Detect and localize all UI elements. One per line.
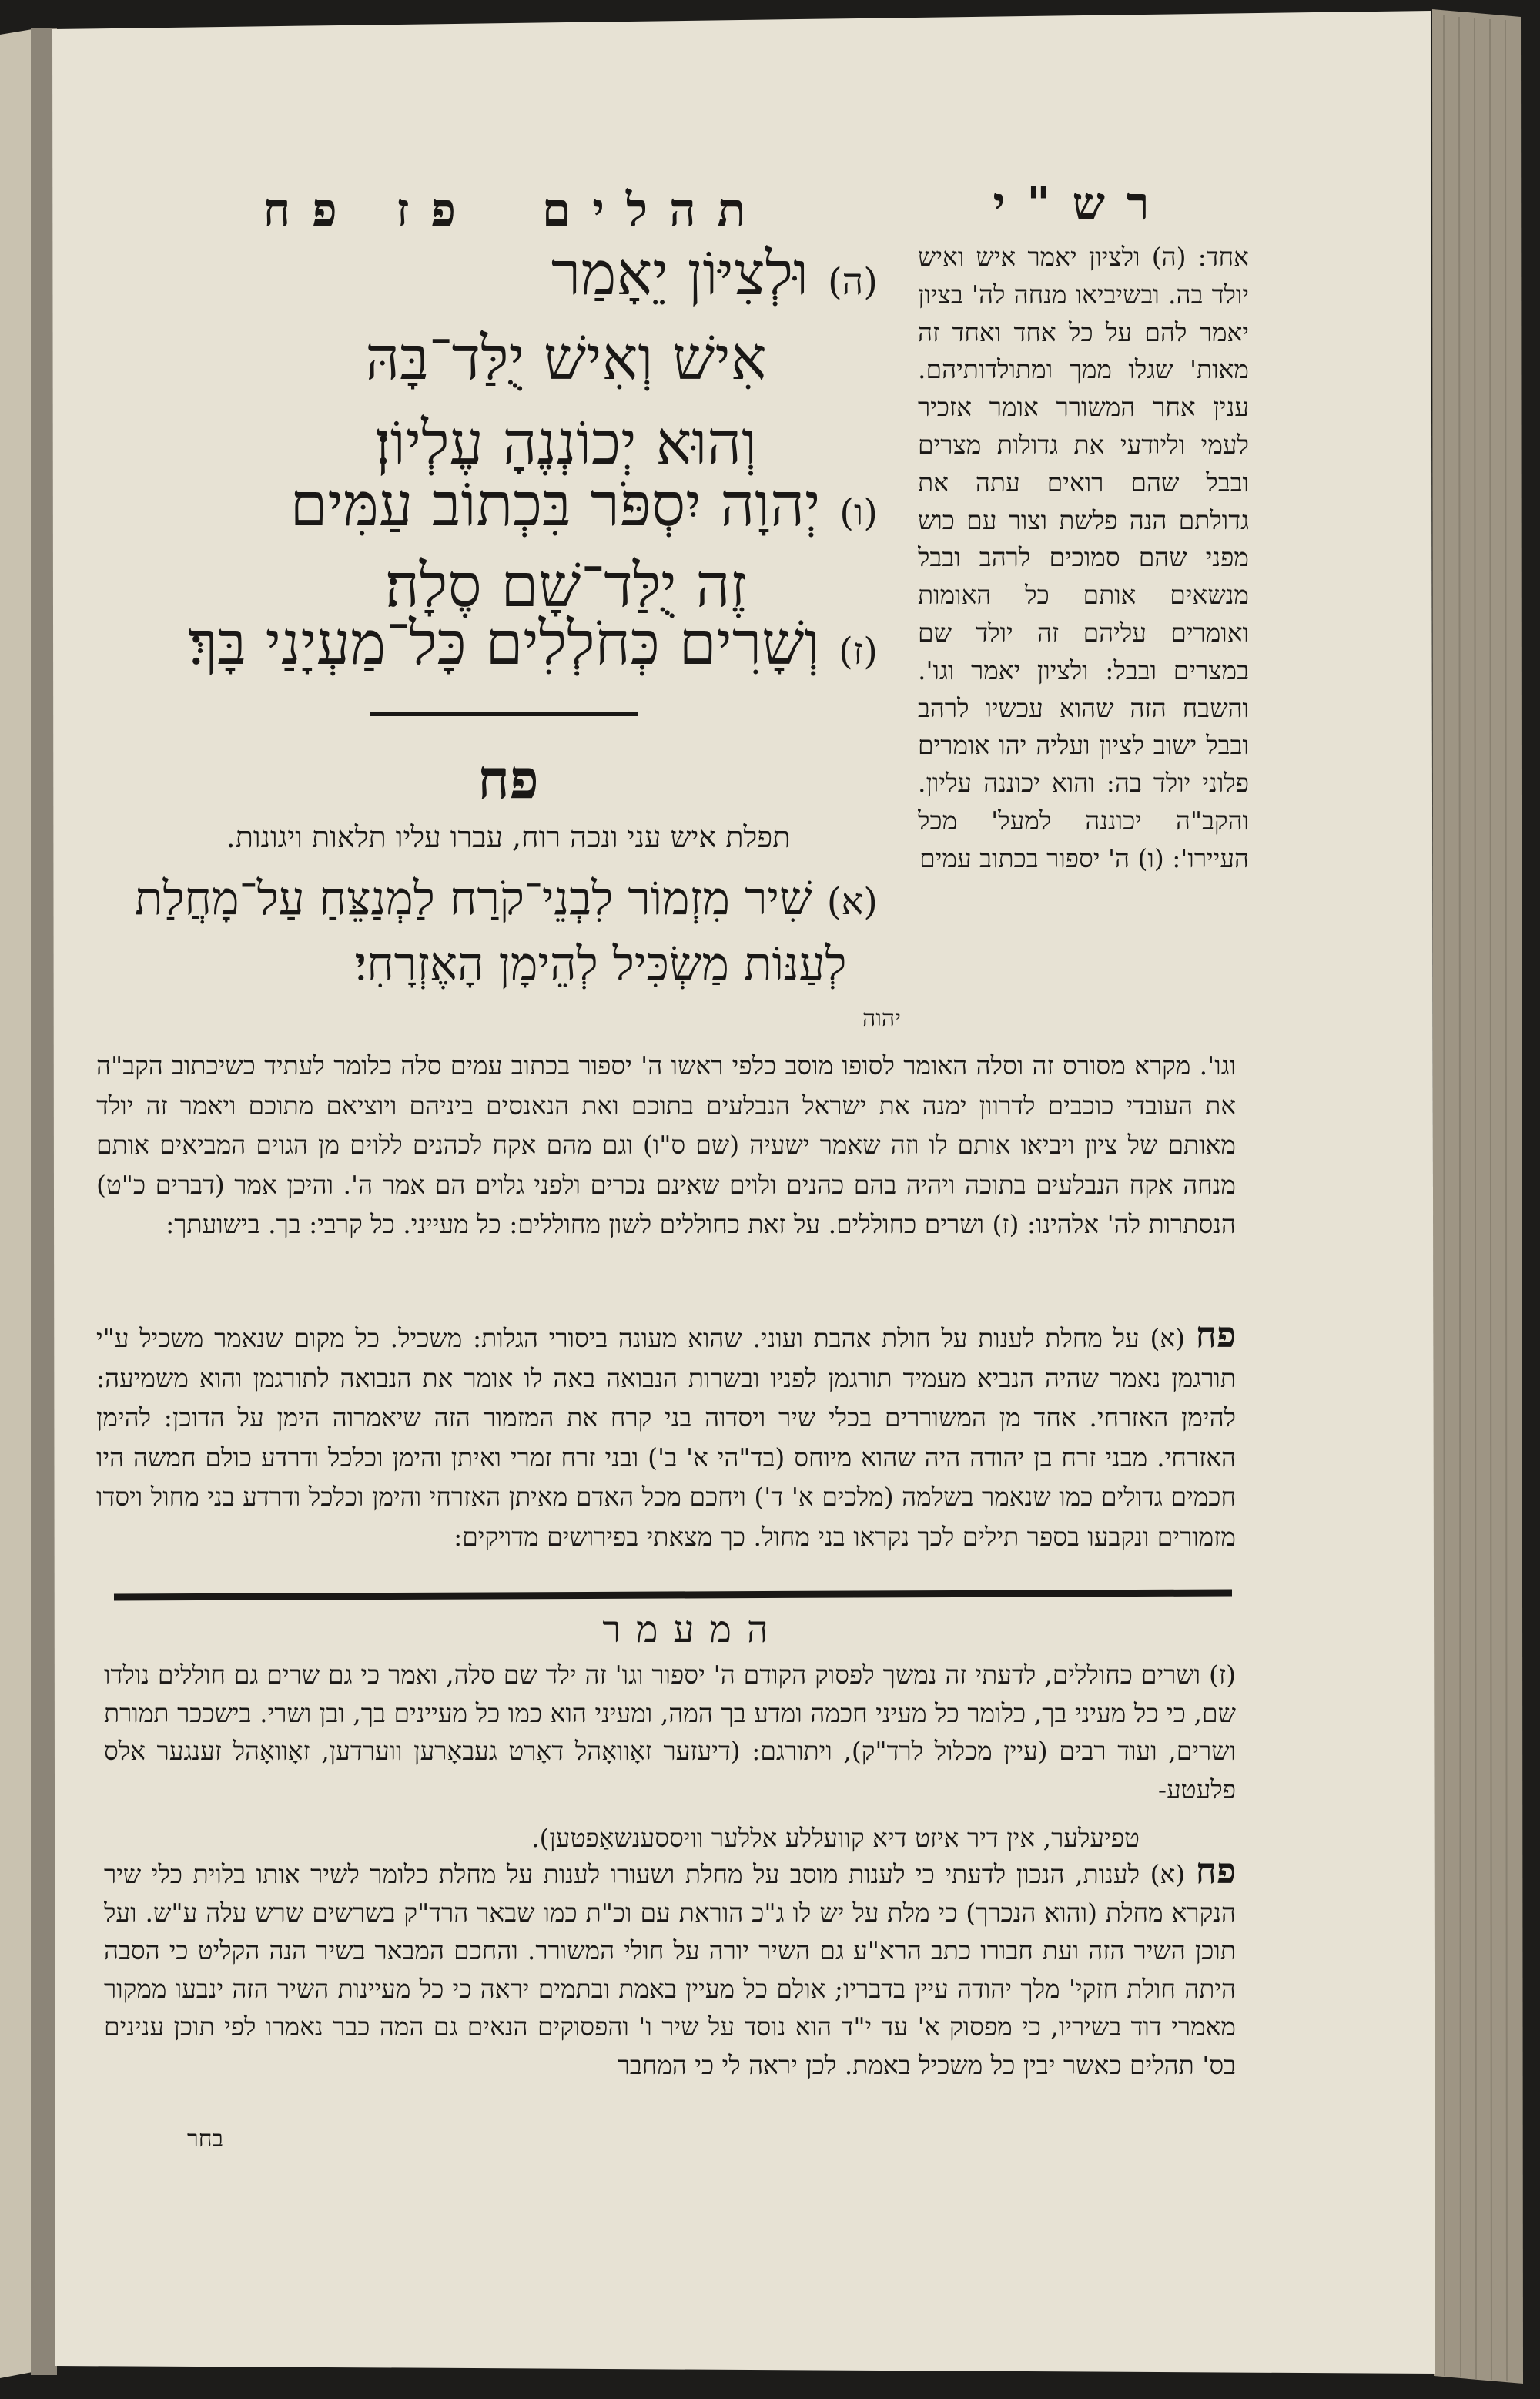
page-catchword: בחר [187, 2126, 223, 2153]
rashi-full-width: וגו'. מקרא מסורס זה וסלה האומר לסופו מוסב כלפי ראשו ה' יספור בכתוב עמים סלה כלומר לעתיד כשיכתוב הקב"ה את העובדי כוכבים לדרוון ימנה את ישראל הנבלעים בתוכם ואת הנאנסים ביניהם ויוציאם מתוכם ויאמר זה יולד מאותם של ציון ויביאו אותם לו וזה שאמר ישעיה (שם ס"ו) וגם מהם אקח לכהנים ללוים מן הגוים המביאים אותם מנחה אקח הנבלעים בתוכה ויהיה בהם כהנים ולוים שאינם נכרים ולפני גלוים הם אמר ה'. והיכן אמר (דברים כ"ט) הנסתרות לה' אלהינו: (ז) ושרים כחוללים. על זאת כחוללים לשון מחוללים: כל מעייני. כל קרבי: בך. בישועתך: [96, 1050, 1236, 1239]
psalm87-verse5-line1 [477, 231, 878, 325]
verse-number: (ו) [839, 491, 878, 534]
hameamer-psalm87-end: טפיעלער, אין דיר איזט דיא קוועללע אללער וויססענשאַפטען). [531, 1823, 1140, 1853]
verse-number: (א) [826, 880, 878, 923]
rashi-psalm88 [96, 1315, 1236, 1593]
psalm88-verse1-line1 [85, 866, 878, 934]
verse-text: וּלְצִיּוֹן יֵאָמַר [551, 240, 809, 309]
left-facing-page [0, 29, 32, 2378]
verse-number: (ז) [839, 630, 878, 673]
hameamer-title: המעמר [602, 1608, 784, 1651]
psalm88-verse1-line2: לְעַנּוֹת מַשְׂכִּיל לְהֵימָן הָאֶזְרָחִי׃ [354, 937, 847, 991]
hameamer-psalm88 [104, 1852, 1236, 2122]
chapter-numbers: פז פח [263, 183, 477, 237]
psalm87-verse7-line1 [77, 601, 878, 695]
verse-number: (ה) [827, 260, 878, 303]
page-edges [1432, 9, 1523, 2384]
commentary-title: רש"י [993, 177, 1171, 231]
psalm87-verse5-line3: וְהוּא יְכוֹנְנֶהָ עֶלְיוֹן׃ [374, 409, 758, 478]
psalm88-summary: תפלת איש עני ונכה רוח, עברו עליו תלאות ויגונות. [226, 820, 791, 854]
verse-text: וְשָׁרִים כְּחֹלְלִים כָּל־מַעְיָנַי בָּךְ׃ [187, 609, 820, 678]
psalm87-verse5-line2: אִישׁ וְאִישׁ יֻלַּד־בָּהּ [365, 324, 767, 394]
psalm87-verse6-line2: זֶה יֻלַּד־שָׁם סֶלָה׃ [384, 551, 748, 621]
rashi-column: אחד: (ה) ולציון יאמר איש ואיש יולד בה. ובשיביאו מנחה לה' בציון יאמר להם על כל אחד ואחד זה מאות' שגלו ממך ומתולדותיהם. ענין אחר המשורר אומר אזכיר לעמי וליודעי את גדולות מצרים ובבל שהם רואים עתה את גדולתם הנה פלשת וצור עם כוש מפני שהם סמוכים לרהב ובבל מנשאים אותם כל האומות ואומרים עליהם זה יולד שם במצרים ובבל: ולציון יאמר וגו'. והשבח הזה שהוא עכשיו לרהב ובבל ישוב לציון ועליה יהו אומרים פלוני יולד בה: והוא יכוננה עליון. והקב"ה יכוננה למעל' מכל העיירו': (ו) ה' יספור בכתוב עמים [918, 242, 1249, 873]
book-title: תהלים [541, 183, 768, 237]
hameamer-psalm88-text: (א) לענות, הנכון לדעתי כי לענות מוסב על מחלת ושעורו לענות על מחלת כלומר לשיר אותו בלוית כלי שיר הנקרא מחלת (והוא הנכרך) כי מלת על יש לו ג"כ הוראת עם וכ"ת כמו שבאר הרד"ק בשרשים שרש עלה ע"ש. ועל תוכן השיר הזה ועת חבורו כתב הרא"ע גם השיר יורה על חולי המשורר. והחכם המבאר בשיר הנה הקליט כי הסבה היתה חולת חזקי' מלך יהודה עיין בדבריו; אולם כל מעיין באמת ובתמים יראה כי כל מעיינות השיר הזה ינבעו ממקור מאמרי דוד בשיריו, כי מפסוק א' עד י"ד הוא נוסד על שיר ו' והפסוקים הנאים גם המה כבר נאמרו לפי תוכן ענינים בס' תהלים כאשר יבין כל משכיל באמת. לכן יראה לי כי המחבר [104, 1859, 1236, 2080]
verse-text: יְהוָה יִסְפֹּר בִּכְתוֹב עַמִּים [290, 471, 821, 540]
psalm88-catchword: יהוה [862, 1005, 901, 1032]
hameamer-psalm87: (ז) ושרים כחוללים, לדעתי זה נמשך לפסוק הקודם ה' יספור וגו' זה ילד שם סלה, ואמר כי גם שרים גם חוללים נולדו שם, כי כל מעיני בך, כלומר כל מעיני חכמה ומדע בך המה, ומעיני הוא כמו כל מעיינים בך, ובן ושרי. בישככר תמורת ושרים, ועוד רבים (עיין מכלול לרד"ק), ויתורגם: (דיעזער זאָוואָהל דאָרט געבאָרען ווערדען, זאָוואָהל זענגער אלס פלעטע- [104, 1660, 1236, 1804]
rashi-psalm88-text: (א) על מחלת לענות על חולת אהבת ועוני. שהוא מעונה ביסורי הגלות: משכיל. כל מקום שנאמר משכיל ע"י תורגמן נאמר שהיה הנביא מעמיד תורגמן לפניו ובשרות הנבואה באה לו אומר את הנבואה לתורגמן והוא משמיעה: להימן האזרחי. אחד מן המשוררים בכלי שיר ויסדוה בני קרח את המזמור הזה שיאמרוה הימן על הדוכן: להימן האזרחי. מבני זרח בן יהודה היה שהוא מיוחס (בד"הי א' ב') ובני זרח זמרי ואיתן והימן וכלכל ודרדע כולם חמשה היו חכמים גדולים כמו שנאמר בשלמה (מלכים א' ד') ויחכם מכל האדם מאיתן האזרחי והימן וכלכל ודרדע בני מחול ויסדו מזמורים ונקבעו בספר תילים לכך נקראו בני מחול. כך מצאתי בפירושים מדויקים: [96, 1323, 1236, 1552]
psalm88-number: פח [477, 747, 539, 811]
verse-text: שִׁיר מִזְמוֹר לִבְנֵי־קֹרַח לַמְנַצֵּחַ עַל־מָחֲלַת [134, 872, 812, 926]
main-divider-rule [114, 1593, 1232, 1597]
psalm87-verse6-line1 [92, 462, 878, 556]
chapter-marker: פח [1195, 1852, 1236, 1891]
chapter-marker: פח [1195, 1315, 1236, 1355]
